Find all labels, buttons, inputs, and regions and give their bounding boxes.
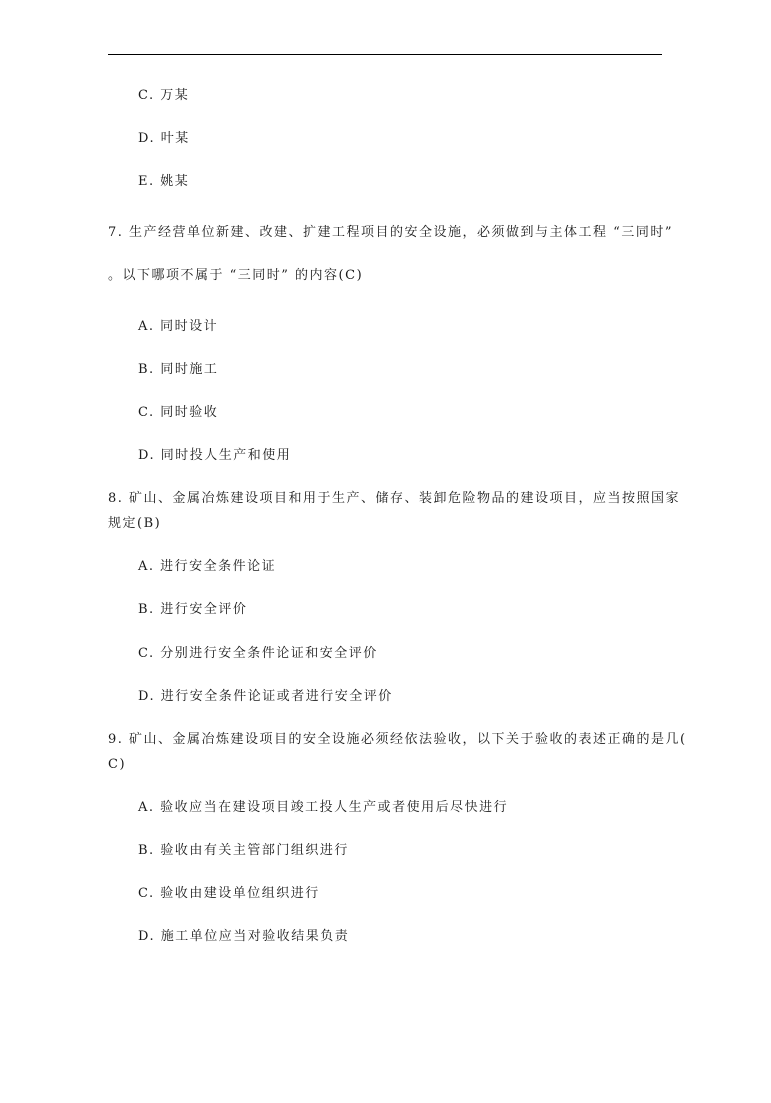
q7-stem-line2: 。以下哪项不属于 “三同时” 的内容(C) [108, 268, 364, 283]
q7-option-d: D. 同时投人生产和使用 [138, 448, 292, 463]
q6-option-d: D. 叶某 [138, 131, 190, 146]
q8-option-b: B. 进行安全评价 [138, 602, 248, 617]
q9-option-c: C. 验收由建设单位组织进行 [138, 886, 320, 901]
q9-option-b: B. 验收由有关主管部门组织进行 [138, 843, 349, 858]
q8-stem-line2: 规定(B) [108, 516, 162, 531]
q7-stem-line1: 7. 生产经营单位新建、改建、扩建工程项目的安全设施，必须做到与主体工程 “三同时” [108, 225, 673, 240]
q7-option-b: B. 同时施工 [138, 362, 219, 377]
q8-stem-line1: 8. 矿山、金属冶炼建设项目和用于生产、储存、装卸危险物品的建设项目，应当按照国家 [108, 491, 681, 506]
q9-stem-line2: C) [108, 757, 127, 772]
q8-option-d: D. 进行安全条件论证或者进行安全评价 [138, 689, 393, 704]
q7-option-c: C. 同时验收 [138, 405, 219, 420]
q9-option-d: D. 施工单位应当对验收结果负责 [138, 929, 350, 944]
q9-option-a: A. 验收应当在建设项目竣工投人生产或者使用后尽快进行 [138, 800, 509, 815]
q7-option-a: A. 同时设计 [138, 319, 219, 334]
q6-option-e: E. 姚某 [138, 174, 190, 189]
q8-option-a: A. 进行安全条件论证 [138, 559, 277, 574]
q8-option-c: C. 分别进行安全条件论证和安全评价 [138, 646, 378, 661]
q9-stem-line1: 9. 矿山、金属冶炼建设项目的安全设施必须经依法验收，以下关于验收的表述正确的是几( [108, 732, 687, 747]
header-rule [108, 54, 662, 55]
q6-option-c: C. 万某 [138, 88, 190, 103]
